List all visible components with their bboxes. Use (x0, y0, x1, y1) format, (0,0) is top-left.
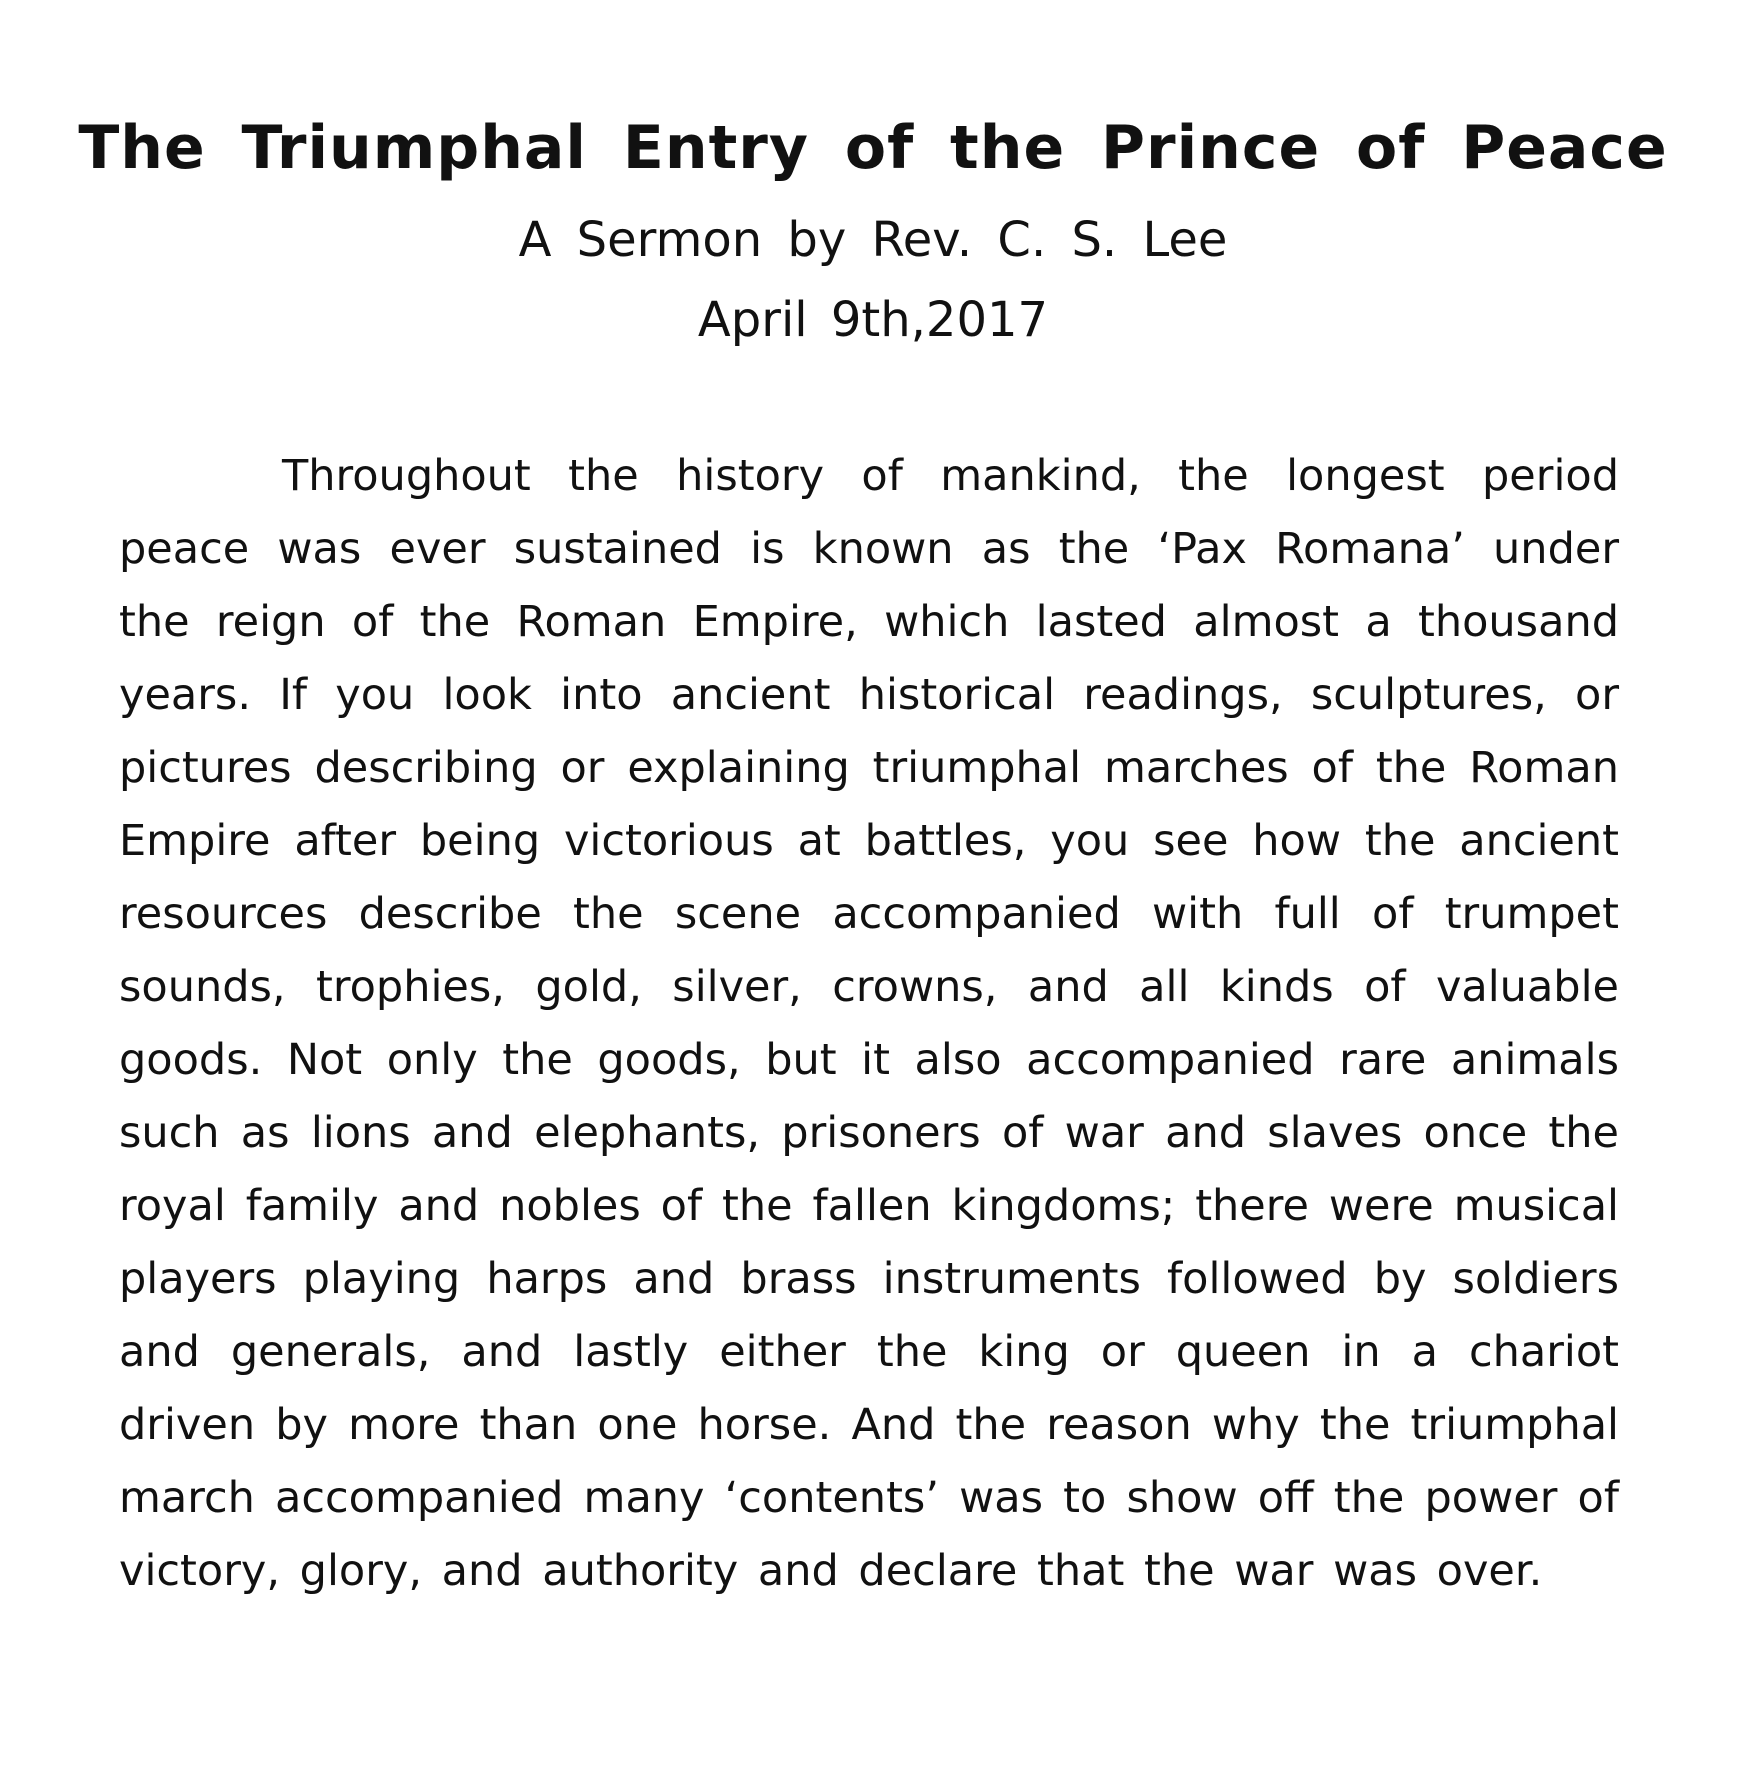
sermon-author: A Sermon by Rev. C. S. Lee (518, 212, 1228, 268)
sermon-date: April 9th,2017 (697, 292, 1049, 348)
sermon-title: The Triumphal Entry of the Prince of Peace (78, 113, 1668, 183)
body-paragraph: Throughout the history of mankind, the longest period peace was ever sustained is known as the ‘Pax Romana’ under the reign of the Roman Empire, which lasted almost a thousand years. If you look into ancient historical readings, sculptures, or pictures describing or explaining triumphal marches of the Roman Empire after being victorious at battles, you see how the ancient resources describe the scene accompanied with full of trumpet sounds, trophies, gold, silver, crowns, and all kinds of valuable goods. Not only the goods, but it also accompanied rare animals such as lions and elephants, prisoners of war and slaves once the royal family and nobles of the fallen kingdoms; there were musical players playing harps and brass instruments followed by soldiers and generals, and lastly either the king or queen in a chariot driven by more than one horse. And the reason why the triumphal march accompanied many ‘contents’ was to show off the power of victory, glory, and authority and declare that the war was over. (119, 451, 1619, 1596)
